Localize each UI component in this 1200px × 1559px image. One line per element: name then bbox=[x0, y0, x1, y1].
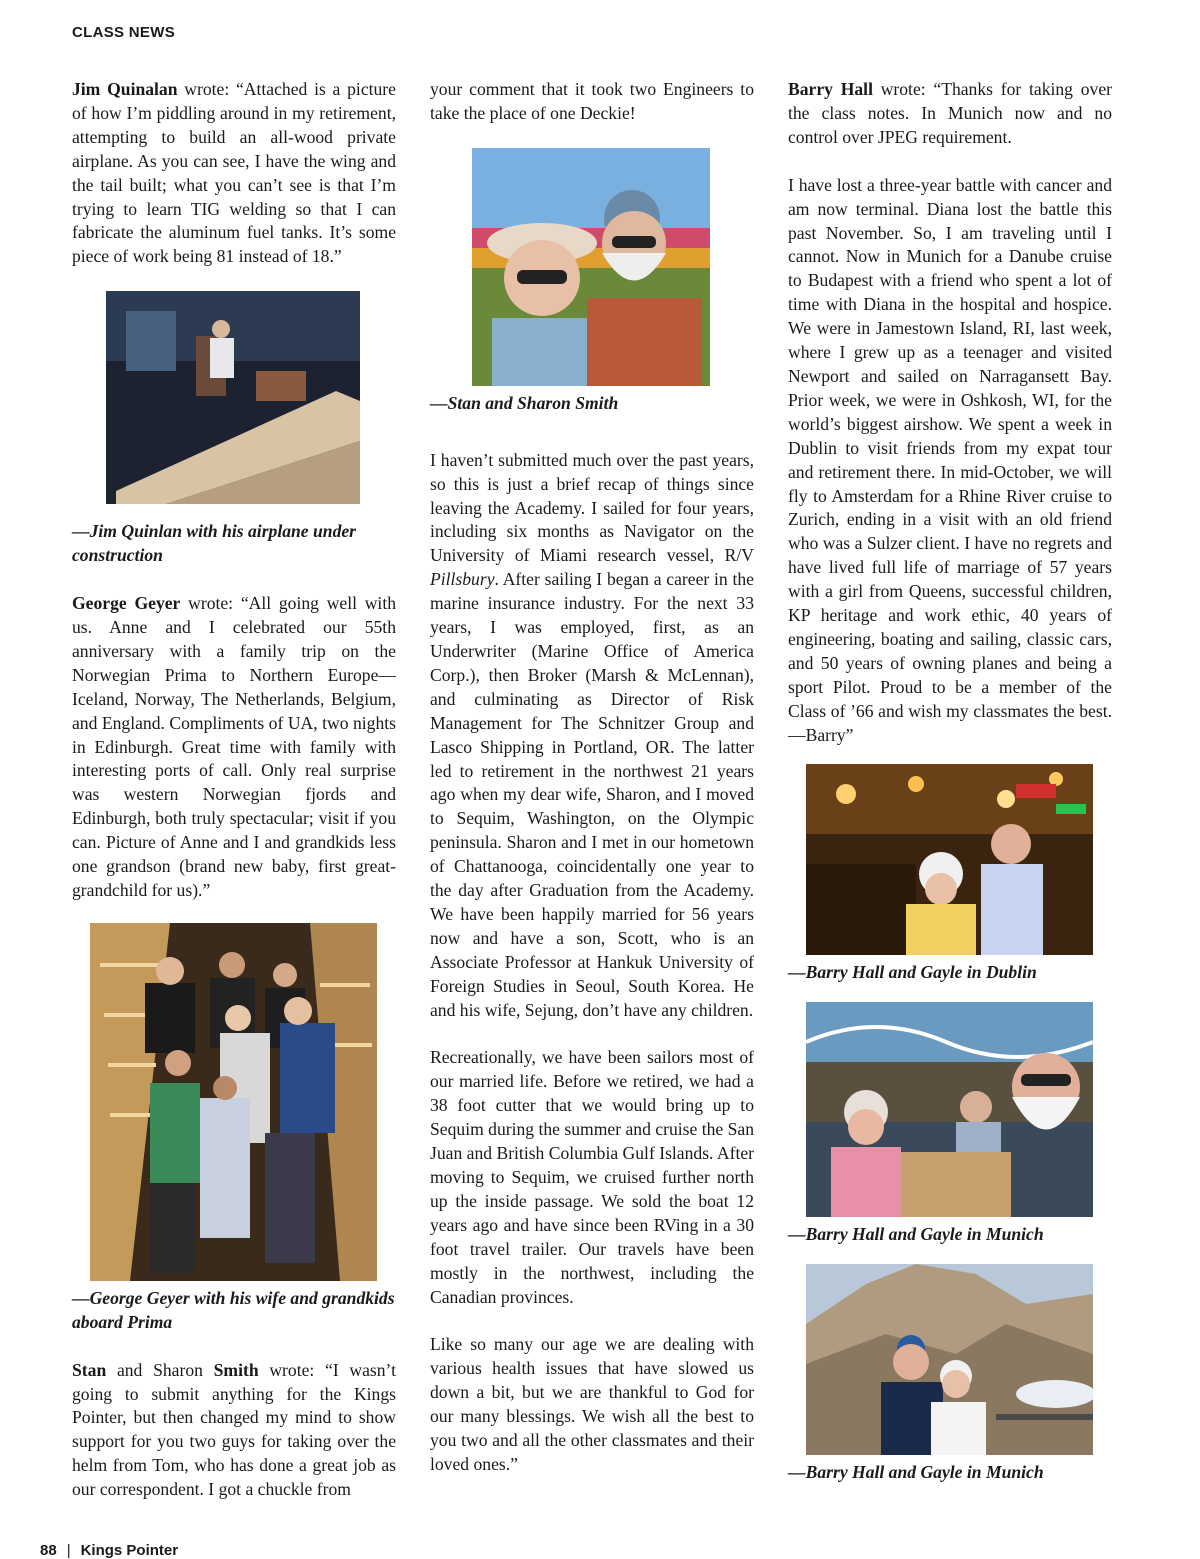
smith-paragraph-2: Recreationally, we have been sailors most of our married life. Before we retired, we had a 38 foot cutter that we would bring up to Sequim during the summer and cruise the San Juan and British Columbia Gulf Islands. After moving to Sequim, we cruised further north up the inside passage. We sold the boat 12 years ago and have since been RVing in a 30 foot travel trailer. Our travels have been mostly in the northwest, including the Canadian provinces. bbox=[430, 1047, 754, 1307]
smith-paragraph-1 bbox=[430, 449, 754, 1023]
vessel-name: Pillsbury bbox=[430, 569, 495, 590]
smith-couple-photo bbox=[472, 148, 710, 386]
publication-name: Kings Pointer bbox=[80, 1542, 179, 1559]
geyer-entry bbox=[72, 592, 396, 903]
munich-beer-hall-photo bbox=[806, 1002, 1093, 1217]
smith-name-stan: Stan bbox=[72, 1359, 107, 1380]
para1-part-b: . After sailing I began a career in the marine insurance industry. For the next 33 years, I was employed, first, as an Underwriter (Marine Office of America Corp.), then Broker (Marsh & McLennan), and culminating as Director of Risk Management for The Schnitzer Group and Lasco Shipping in Portland, OR. The latter led to retirement in the northwest 21 years ago when my dear wife, Sharon, and I moved to Sequim, Washington, on the Olympic peninsula. Sharon and I met in our hometown of Chattanooga, coincidentally one year to the day after Graduation from the Academy. We have been happily married for 56 years now and have a son, Scott, who is an Associate Professor at Hankuk University of Foreign Studies in Seoul, South Korea. He and his wife, Sejung, don’t have any children. bbox=[430, 569, 754, 1020]
smith-continuation: your comment that it took two Engineers to take the place of one Deckie! bbox=[430, 79, 754, 123]
para1-part-a: I haven’t submitted much over the past years, so this is just a brief recap of things since leaving the Academy. I sailed for four years, including six months as Navigator on the University of Miami research vessel, R/V bbox=[430, 449, 754, 566]
hall-paragraph-2: I have lost a three-year battle with cancer and am now terminal. Diana lost the battle this past November. So, I am traveling until I cannot. Now in Munich for a Danube cruise to Budapest with a friend who spent a lot of time with Diana in the hospital and hospice. We were in Jamestown Island, RI, last week, where I grew up as a teenager and visited Newport and sailed on Narragansett Bay. Prior week, we were in Oshkosh, WI, for the world’s biggest airshow. We spent a week in Dublin to visit friends from my expat tour and retirement there. In mid-October, we will fly to Amsterdam for a Rhine River cruise to Zurich, ending in a visit with an old friend who was a Sulzer client. I have no regrets and have lived full life of marriage of 57 years with a girl from Queens, successful children, KP heritage and work ethic, 40 years of engineering, boating and sailing, classic cars, and 50 years of owning planes and being a sport Pilot. Proud to be a member of the Class of ’66 and wish my classmates the best. —Barry” bbox=[788, 174, 1112, 745]
smith-entry bbox=[72, 1359, 396, 1502]
quinalan-text: wrote: “Attached is a picture of how I’m piddling around in my retirement, attempting to build an all-wood private airplane. As you can see, I have the wing and the tail built; what you can’t see is that I’m trying to learn TIG welding so that I can fabricate the aluminum fuel tanks. It’s some piece of work being 81 instead of 18.” bbox=[72, 79, 396, 267]
smith-name-smith: Smith bbox=[213, 1359, 259, 1380]
quinalan-name: Jim Quinalan bbox=[72, 79, 178, 99]
hall-name: Barry Hall bbox=[788, 79, 873, 99]
geyer-family-photo bbox=[90, 923, 377, 1281]
smith-paragraph-3: Like so many our age we are dealing with various health issues that have slowed us down a bit, but we are thankful to God for our many blessings. We wish all the best to you two and all the other classmates and their loved ones.” bbox=[430, 1334, 754, 1474]
quinalan-entry bbox=[72, 78, 396, 269]
munich-mountain-photo bbox=[806, 1264, 1093, 1455]
caption-dublin: —Barry Hall and Gayle in Dublin bbox=[788, 962, 1037, 983]
caption-quinlan: —Jim Quinlan with his airplane under construction bbox=[72, 521, 357, 566]
geyer-name: George Geyer bbox=[72, 593, 181, 614]
caption-munich-1: —Barry Hall and Gayle in Munich bbox=[788, 1224, 1044, 1245]
geyer-text: wrote: “All going well with us. Anne and I celebrated our 55th anniversary with a family trip on the Norwegian Prima to Northern Europe—Iceland, Norway, The Netherlands, Belgium, and England. Compliments of UA, two nights in Edinburgh. Great time with family with interesting ports of call. Only real surprise was western Norwegian fjords and Edinburgh, both truly spectacular; visit if you can. Picture of Anne and I and grandkids less one grandson (brand new baby, first great-grandchild for us).” bbox=[72, 593, 397, 900]
page-number: 88 bbox=[40, 1542, 57, 1559]
caption-smith: —Stan and Sharon Smith bbox=[430, 392, 619, 413]
caption-geyer: —George Geyer with his wife and grandkids aboard Prima bbox=[72, 1287, 395, 1332]
airplane-photo bbox=[106, 291, 360, 504]
dublin-pub-photo bbox=[806, 764, 1093, 955]
hall-text: wrote: “Thanks for taking over the class notes. In Munich now and no control over JPEG requirement. bbox=[788, 79, 1112, 147]
page-footer bbox=[40, 1542, 178, 1559]
smith-mid: and Sharon bbox=[106, 1359, 214, 1380]
caption-munich-2: —Barry Hall and Gayle in Munich bbox=[788, 1462, 1044, 1483]
column-1 bbox=[72, 78, 396, 1502]
smith-text: wrote: “I wasn’t going to submit anything for the Kings Pointer, but then changed my mind to show support for you two guys for taking over the helm from Tom, who has done a great job as our correspondent. I got a chuckle from bbox=[72, 1359, 396, 1500]
column-2 bbox=[430, 78, 754, 1477]
hall-entry bbox=[788, 78, 1112, 150]
section-header: CLASS NEWS bbox=[72, 24, 176, 41]
footer-separator: | bbox=[66, 1542, 71, 1559]
column-3 bbox=[788, 78, 1112, 1485]
